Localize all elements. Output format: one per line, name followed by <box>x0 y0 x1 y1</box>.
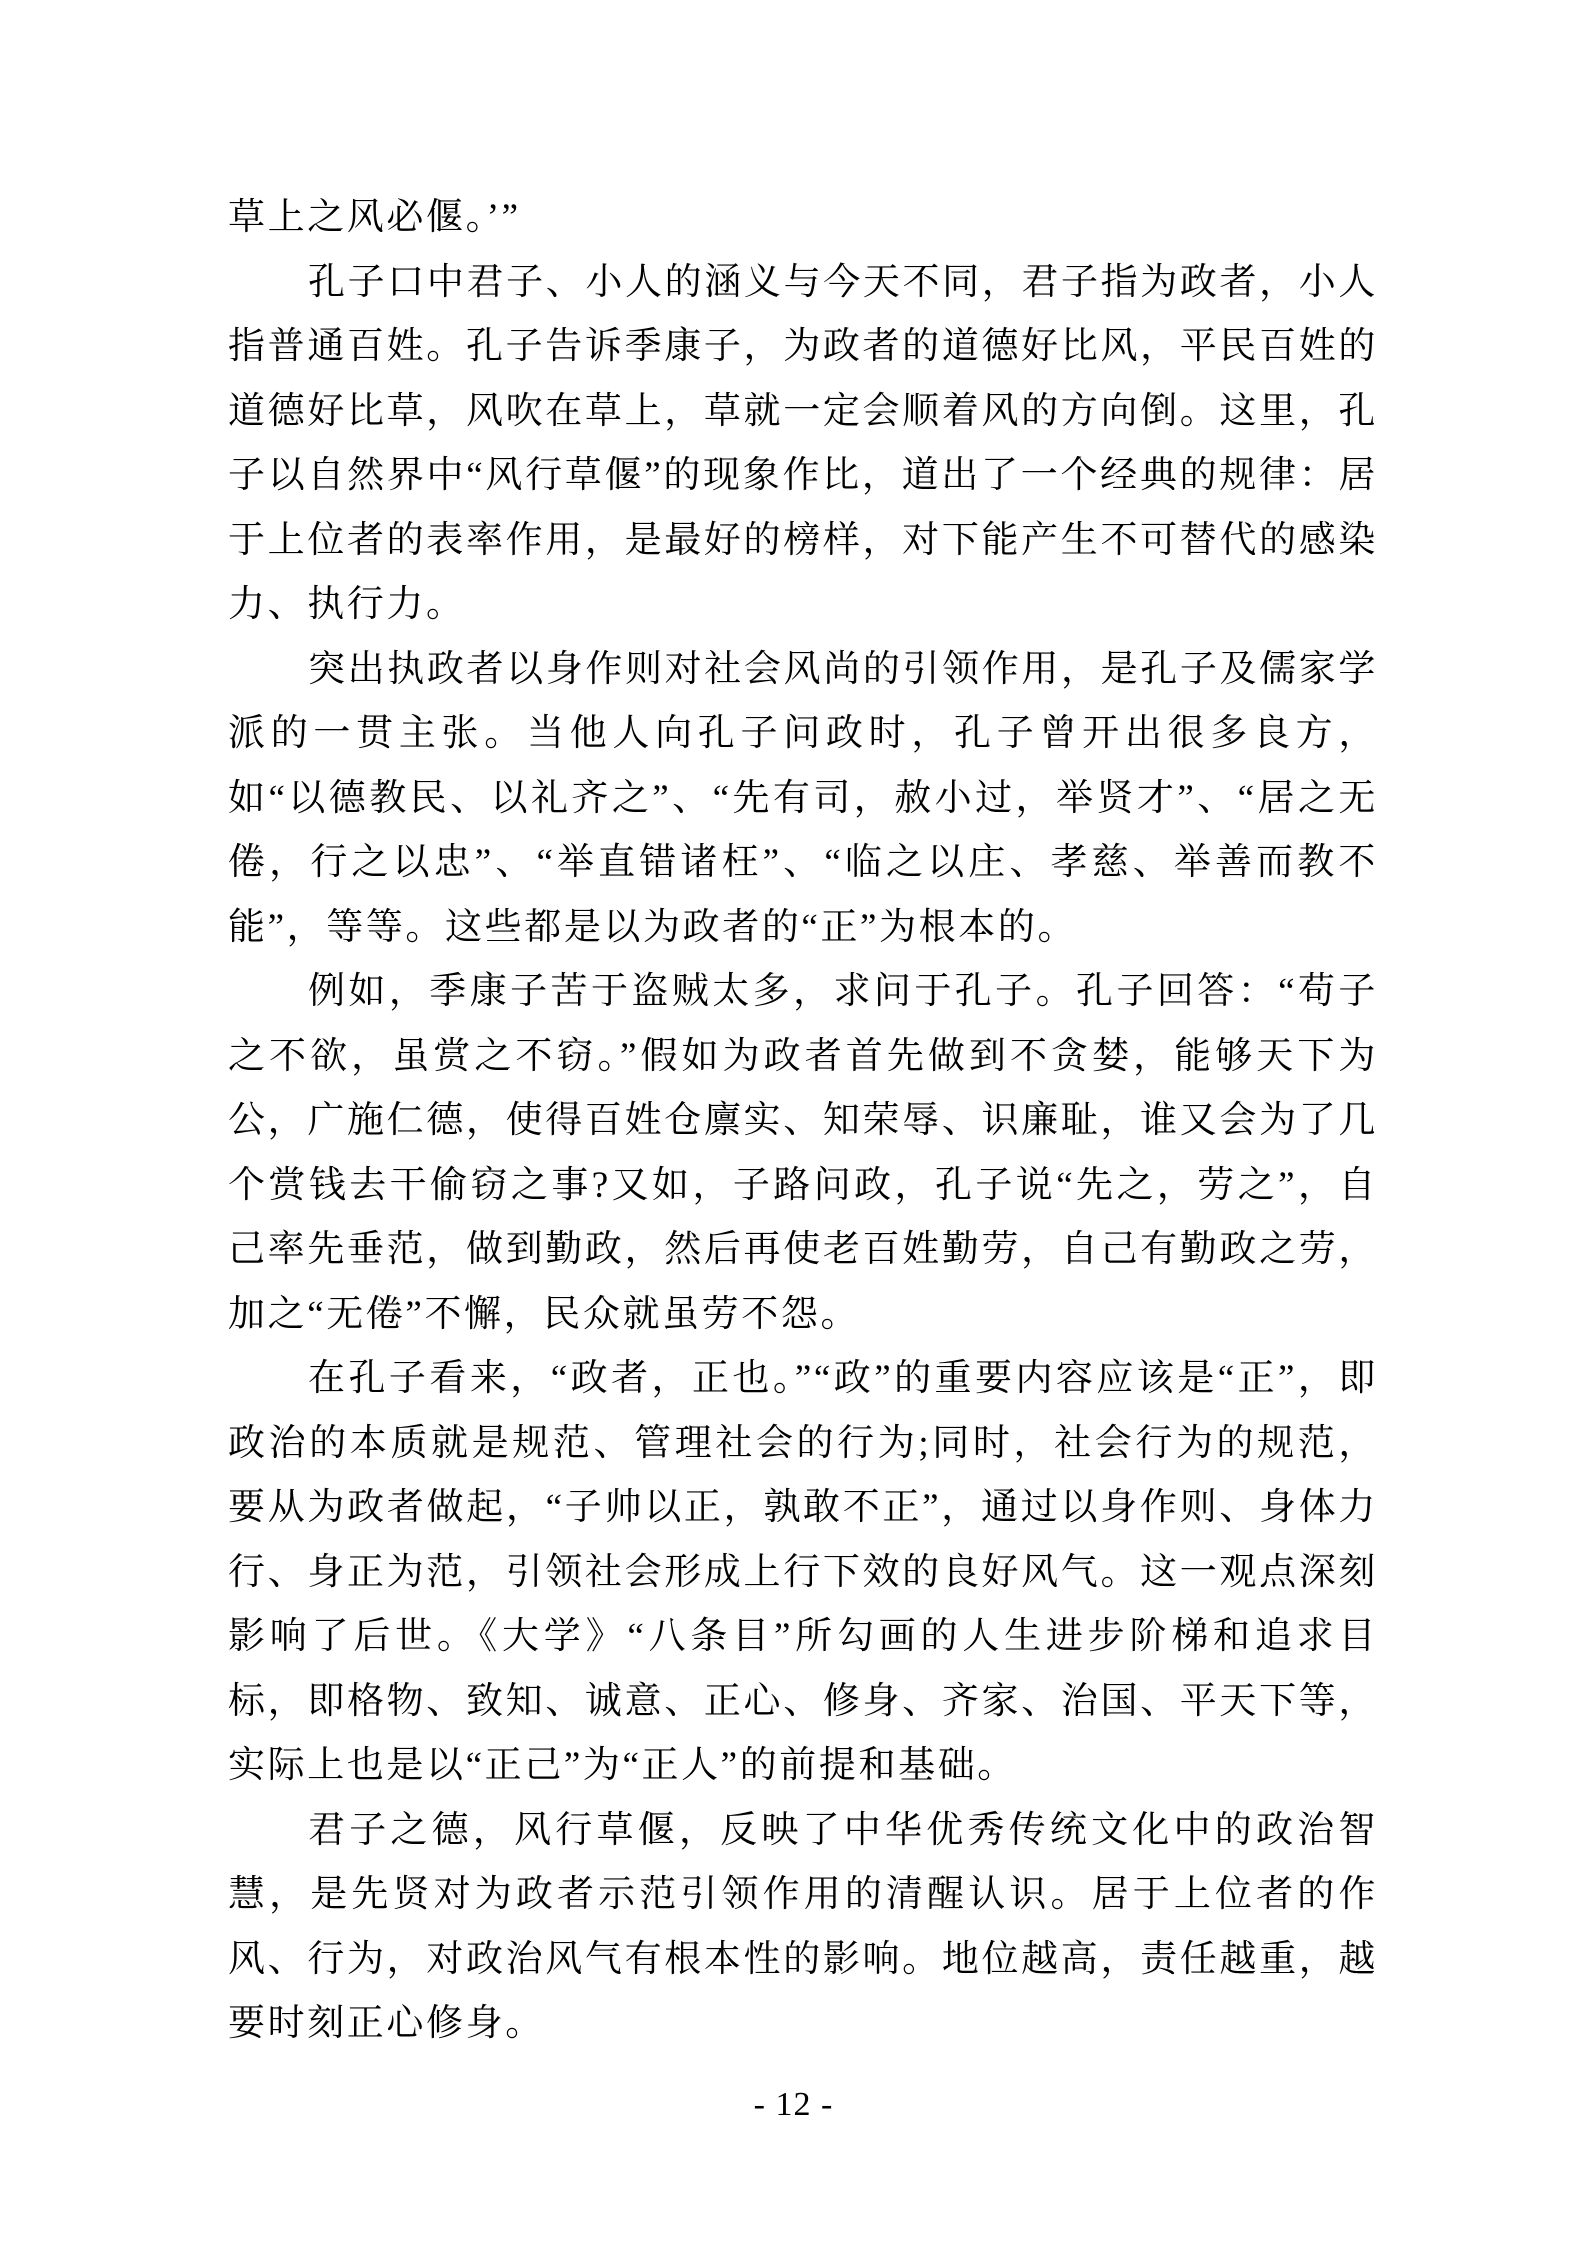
paragraph: 君子之德，风行草偃，反映了中华优秀传统文化中的政治智慧，是先贤对为政者示范引领作用的清醒认识。居于上位者的作风、行为，对政治风气有根本性的影响。地位越高，责任越重，越要时刻正心修身。 <box>228 1809 1378 2044</box>
paragraph-continuation: 草上之风必偃。’” <box>228 197 521 238</box>
paragraph: 在孔子看来，“政者，正也。”“政”的重要内容应该是“正”，即政治的本质就是规范、管理社会的行为;同时，社会行为的规范，要从为政者做起，“子帅以正，孰敢不正”，通过以身作则、身体力行、身正为范，引领社会形成上行下效的良好风气。这一观点深刻影响了后世。《大学》“八条目”所勾画的人生进步阶梯和追求目标，即格物、致知、诚意、正心、修身、齐家、治国、平天下等，实际上也是以“正己”为“正人”的前提和基础。 <box>228 1358 1378 1786</box>
page-number: - 12 - <box>753 2086 834 2123</box>
text-body <box>228 186 1378 2057</box>
paragraph: 例如，季康子苦于盗贼太多，求问于孔子。孔子回答：“苟子之不欲，虽赏之不窃。”假如为政者首先做到不贪婪，能够天下为公，广施仁德，使得百姓仓廪实、知荣辱、识廉耻，谁又会为了几个赏钱去干偷窃之事?又如，子路问政，孔子说“先之，劳之”，自己率先垂范，做到勤政，然后再使老百姓勤劳，自己有勤政之劳，加之“无倦”不懈，民众就虽劳不怨。 <box>228 971 1378 1335</box>
paragraph: 孔子口中君子、小人的涵义与今天不同，君子指为政者，小人指普通百姓。孔子告诉季康子，为政者的道德好比风，平民百姓的道德好比草，风吹在草上，草就一定会顺着风的方向倒。这里，孔子以自然界中“风行草偃”的现象作比，道出了一个经典的规律：居于上位者的表率作用，是最好的榜样，对下能产生不可替代的感染力、执行力。 <box>228 261 1378 625</box>
paragraph: 突出执政者以身作则对社会风尚的引领作用，是孔子及儒家学派的一贯主张。当他人向孔子问政时，孔子曾开出很多良方，如“以德教民、以礼齐之”、“先有司，赦小过，举贤才”、“居之无倦，行之以忠”、“举直错诸枉”、“临之以庄、孝慈、举善而教不能”，等等。这些都是以为政者的“正”为根本的。 <box>228 648 1378 948</box>
